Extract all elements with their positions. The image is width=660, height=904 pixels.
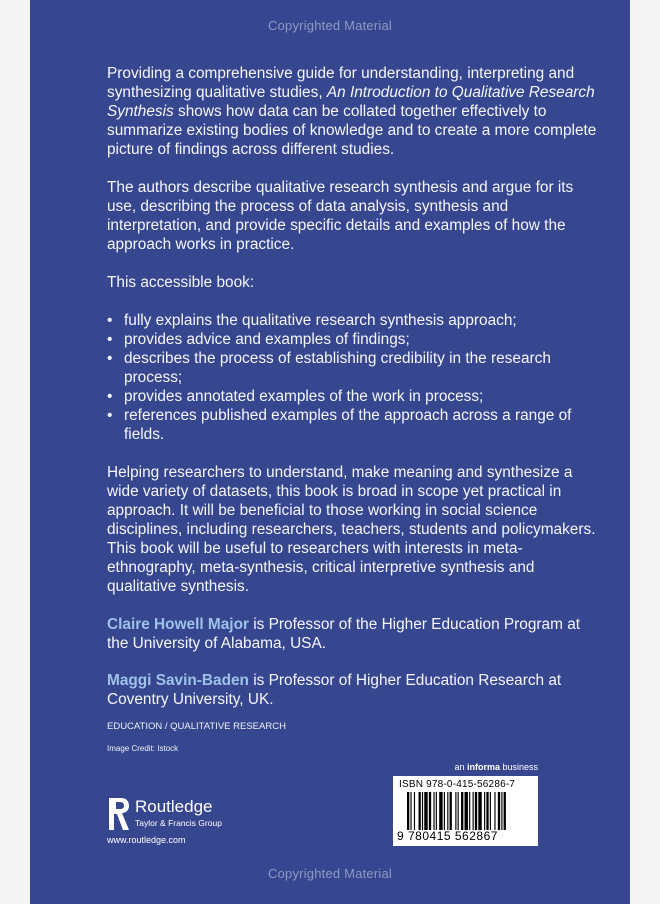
feature-list [107,311,597,444]
watermark-bottom: Copyrighted Material [268,866,392,881]
author-name: Claire Howell Major [107,616,249,633]
book-back-cover [30,0,630,904]
author-name: Maggi Savin-Baden [107,672,249,689]
barcode-stripe [504,792,506,830]
barcode-stripe [429,792,431,830]
list-item: • provides annotated examples of the work in process; [107,387,597,406]
barcode-panel [393,776,538,846]
list-item: • references published examples of the approach across a range of fields. [107,406,597,444]
barcode-stripe [439,792,442,830]
barcode-stripe [444,792,445,830]
book-title: An Introduction to Qualitative Research Synthesis [107,84,595,120]
barcode-stripe [414,792,415,830]
audience-paragraph: Helping researchers to understand, make meaning and synthesize a wide variety of datasets, this book is broad in scope yet practical in approach. It will be beneficial to those working in social science disciplines, including researchers, teachers, students and policymakers. This book will be useful to researchers with interests in meta-ethnography, meta-synthesis, critical interpretive synthesis and qualitative synthesis. [107,464,596,595]
publisher-website: www.routledge.com [107,835,186,845]
author-bio [107,671,597,709]
isbn-label: ISBN 978-0-415-56286-7 [399,779,516,790]
barcode-stripe [475,792,477,830]
author-bio-text: is Professor of the Higher Education Program at the University of Alabama, USA. [107,616,581,652]
barcode-stripe [455,792,456,830]
intro-text-start: Providing a comprehensive guide for understanding, interpreting and synthesizing qualitative studies, [107,65,575,101]
barcode-stripe [424,792,427,830]
list-item: • describes the process of establishing credibility in the research process; [107,349,597,387]
barcode-stripe [469,792,470,830]
barcode-stripe [490,792,491,830]
blurb [107,64,597,727]
intro-text-end: shows how data can be collated together effectively to summarize existing bodies of knowledge and to create a more complete picture of findings across different studies. [107,103,597,158]
publisher-group: Taylor & Francis Group [135,818,222,828]
barcode-stripe [473,792,474,830]
barcode-stripe [484,792,485,830]
barcode-stripe [436,792,437,830]
barcode-stripe [458,792,459,830]
barcode-stripe [501,792,502,830]
subject-category: EDUCATION / QUALITATIVE RESEARCH [107,721,286,732]
barcode-number: 9 780415 562867 [397,829,498,843]
barcode-stripe [465,792,468,830]
description-paragraph: The authors describe qualitative research synthesis and argue for its use, describing the process of data analysis, synthesis and interpretation, and provide specific details and examples of how the approach works in practice. [107,179,574,253]
routledge-icon [107,796,131,832]
barcode-stripe [422,792,423,830]
informa-tagline: an informa business [454,762,538,772]
author-bio [107,615,597,653]
barcode-stripe [498,792,500,830]
list-item: • provides advice and examples of findings; [107,330,597,349]
barcode [407,792,535,830]
publisher-logo [107,794,267,854]
list-item: • fully explains the qualitative research synthesis approach; [107,311,597,330]
barcode-stripe [486,792,488,830]
barcode-stripe [433,792,434,830]
barcode-stripe [494,792,495,830]
image-credit: Image Credit: Istock [107,744,179,753]
list-intro: This accessible book: [107,274,255,291]
author-bio-text: is Professor of Higher Education Research at Coventry University, UK. [107,672,562,708]
barcode-stripe [407,792,409,830]
barcode-stripe [461,792,463,830]
barcode-stripe [419,792,421,830]
informa-brand: informa [466,762,500,772]
barcode-stripe [478,792,481,830]
barcode-stripe [410,792,411,830]
watermark-top: Copyrighted Material [268,18,392,33]
barcode-stripe [447,792,448,830]
barcode-stripe [450,792,452,830]
publisher-name: Routledge [135,797,213,816]
intro-paragraph [107,64,597,159]
